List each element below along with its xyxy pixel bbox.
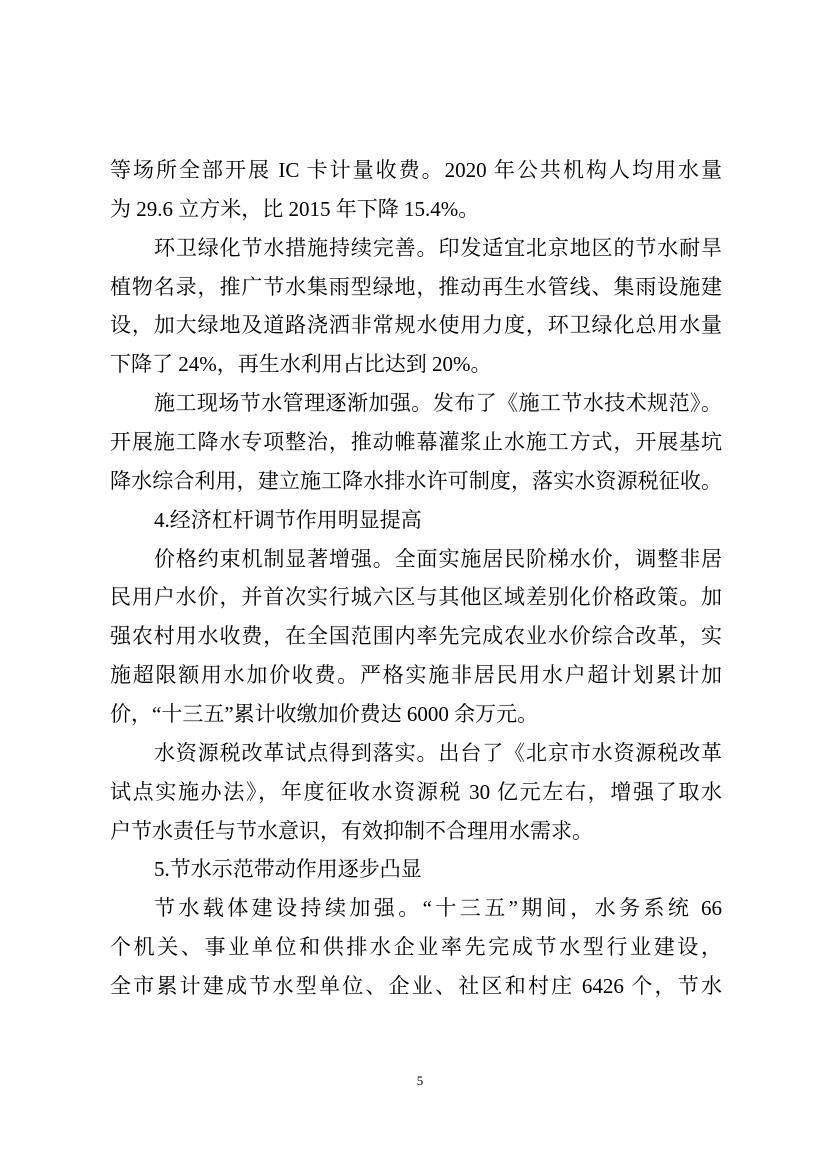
text-line: 价，“十三五”累计收缴加价费达 6000 余万元。 xyxy=(110,702,539,727)
paragraph-greening-water-saving xyxy=(110,229,722,384)
text-line: 设，加大绿地及道路浇洒非常规水使用力度，环卫绿化总用水量 xyxy=(110,313,722,338)
text-line: 环卫绿化节水措施持续完善。印发适宜北京地区的节水耐旱 xyxy=(154,235,722,260)
text-line: 个机关、事业单位和供排水企业率先完成节水型行业建设， xyxy=(110,935,722,960)
page-number: 5 xyxy=(416,1073,424,1088)
section-heading xyxy=(110,501,722,540)
text-line: 民用户水价，并首次实行城六区与其他区域差别化价格政策。加 xyxy=(110,585,722,610)
text-line: 施超限额用水加价收费。严格实施非居民用水户超计划累计加 xyxy=(110,663,722,688)
text-line: 下降了 24%，再生水利用占比达到 20%。 xyxy=(110,352,492,377)
paragraph-demonstration-carriers xyxy=(110,889,722,1006)
text-line: 节水载体建设持续加强。“十三五”期间，水务系统 66 xyxy=(154,896,722,921)
text-line: 户节水责任与节水意识，有效抑制不合理用水需求。 xyxy=(110,818,593,843)
text-line: 强农村用水收费，在全国范围内率先完成农业水价综合改革，实 xyxy=(110,624,722,649)
section-heading-text: 5.节水示范带动作用逐步凸显 xyxy=(154,857,422,882)
body-text xyxy=(110,151,722,1006)
text-line: 水资源税改革试点得到落实。出台了《北京市水资源税改革 xyxy=(154,740,722,765)
text-line: 试点实施办法》，年度征收水资源税 30 亿元左右，增强了取水 xyxy=(110,779,722,804)
text-line: 开展施工降水专项整治，推动帷幕灌浆止水施工方式，开展基坑 xyxy=(110,430,722,455)
section-heading xyxy=(110,850,722,889)
text-line: 价格约束机制显著增强。全面实施居民阶梯水价，调整非居 xyxy=(154,546,722,571)
text-line: 施工现场节水管理逐渐加强。发布了《施工节水技术规范》。 xyxy=(154,391,722,416)
text-line: 等场所全部开展 IC 卡计量收费。2020 年公共机构人均用水量 xyxy=(110,158,722,182)
text-line: 降水综合利用，建立施工降水排水许可制度，落实水资源税征收。 xyxy=(110,468,722,493)
text-line: 全市累计建成节水型单位、企业、社区和村庄 6426 个，节水 xyxy=(110,974,722,999)
paragraph-price-mechanism xyxy=(110,540,722,734)
text-line: 植物名录，推广节水集雨型绿地，推动再生水管线、集雨设施建 xyxy=(110,274,722,299)
paragraph-continued xyxy=(110,151,722,229)
text-line: 为 29.6 立方米，比 2015 年下降 15.4%。 xyxy=(110,196,480,221)
paragraph-water-resource-tax xyxy=(110,734,722,851)
paragraph-construction-water-saving xyxy=(110,384,722,501)
section-heading-text: 4.经济杠杆调节作用明显提高 xyxy=(154,507,422,532)
